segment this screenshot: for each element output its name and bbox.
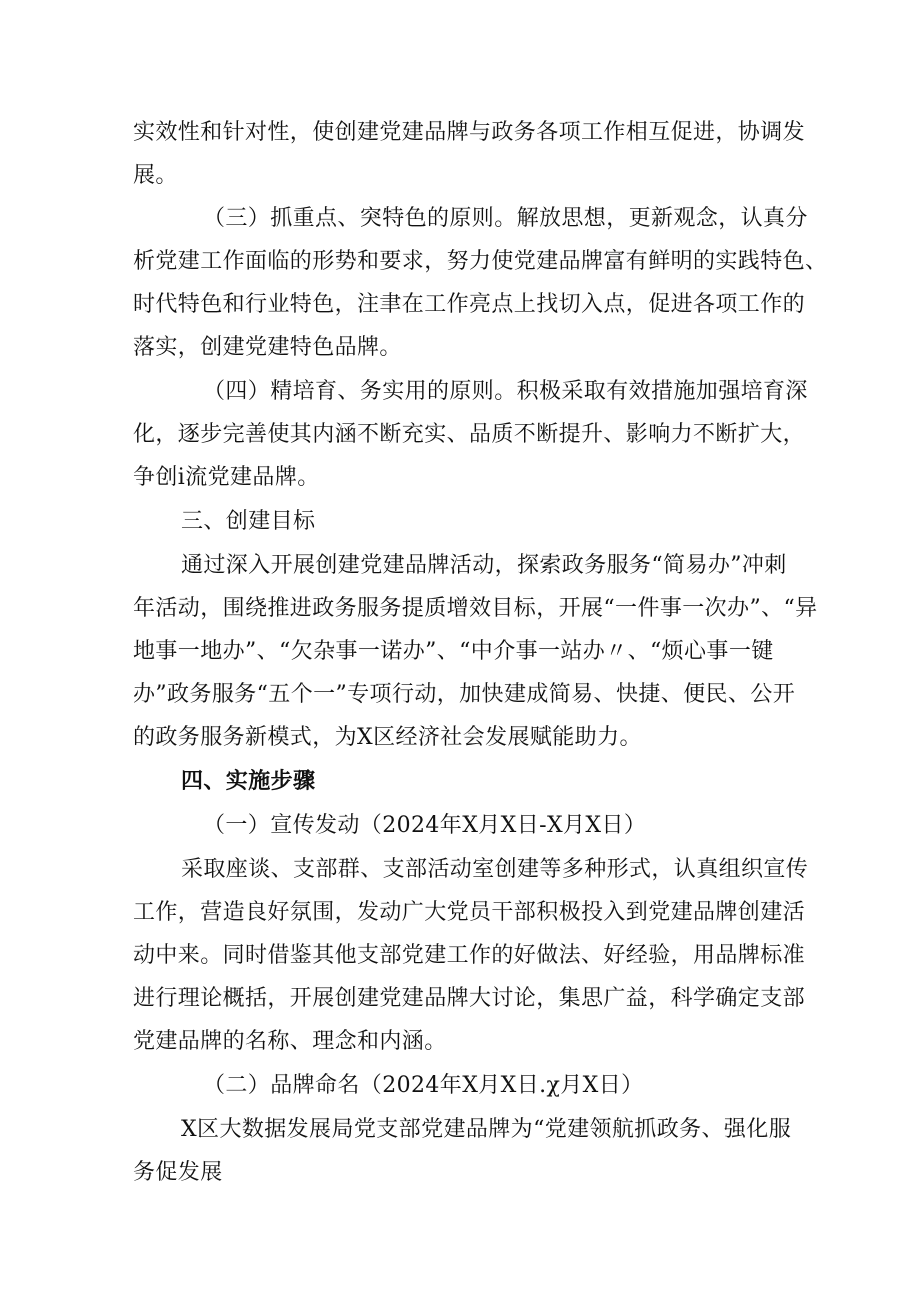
paragraph-line: 时代特色和行业特色，注聿在工作亮点上找切入点，促进各项工作的: [133, 292, 806, 317]
paragraph-line: 地事一地办”、“欠杂事一诺办”、“中介事一站办〃、“烦心事一键: [133, 639, 774, 664]
paragraph-line: 的政务服务新模式，为X区经济社会发展赋能助力。: [133, 725, 642, 750]
paragraph-line: 展。: [133, 163, 178, 188]
paragraph-line: 实效性和针对性，使创建党建品牌与政务各项工作相互促进，协调发: [133, 120, 806, 145]
paragraph-line: 采取座谈、支部群、支部活动室创建等多种形式，认真组织宣传: [181, 857, 809, 882]
paragraph-line: X区大数据发展局党支部党建品牌为“党建领航抓政务、强化服: [181, 1117, 792, 1142]
paragraph-line: 化，逐步完善使其内涵不断充实、品质不断提升、影响力不断扩大，: [133, 422, 806, 447]
paragraph-line: 党建品牌的名称、理念和内涵。: [133, 1029, 447, 1054]
paragraph-line: 动中来。同时借鉴其他支部党建工作的好做法、好经验，用品牌标准: [133, 943, 806, 968]
section-heading: 四、实施步骤: [181, 769, 316, 794]
paragraph-line: 落实，创建党建特色品牌。: [133, 335, 402, 360]
paragraph-line: 年活动，围绕推进政务服务提质增效目标，开展“一件事一次办”、“异: [133, 596, 818, 621]
paragraph-line: （三）抓重点、突特色的原则。解放思想，更新观念，认真分: [203, 206, 808, 231]
section-heading: 三、创建目标: [181, 509, 316, 534]
paragraph-line: 析党建工作面临的形势和要求，努力使党建品牌富有鲜明的实践特色、: [133, 249, 828, 274]
paragraph-line: 务促发展: [133, 1160, 223, 1185]
paragraph-line: 通过深入开展创建党建品牌活动，探索政务服务“简易办”冲刺: [181, 553, 787, 578]
paragraph-line: （四）精培育、务实用的原则。积极采取有效措施加强培育深: [203, 379, 808, 404]
paragraph-line: 争创i流党建品牌。: [133, 465, 320, 490]
subsection-heading: （二）品牌命名（2024年X月X日.χ月X日）: [203, 1073, 644, 1098]
paragraph-line: 进行理论概括，开展创建党建品牌大讨论，集思广益，科学确定支部: [133, 986, 806, 1011]
paragraph-line: 工作，营造良好氛围，发动广大党员干部积极投入到党建品牌创建活: [133, 900, 806, 925]
subsection-heading: （一）宣传发动（2024年X月X日-X月X日）: [203, 813, 647, 838]
paragraph-line: 办”政务服务“五个一”专项行动，加快建成简易、快捷、便民、公开: [133, 682, 796, 707]
